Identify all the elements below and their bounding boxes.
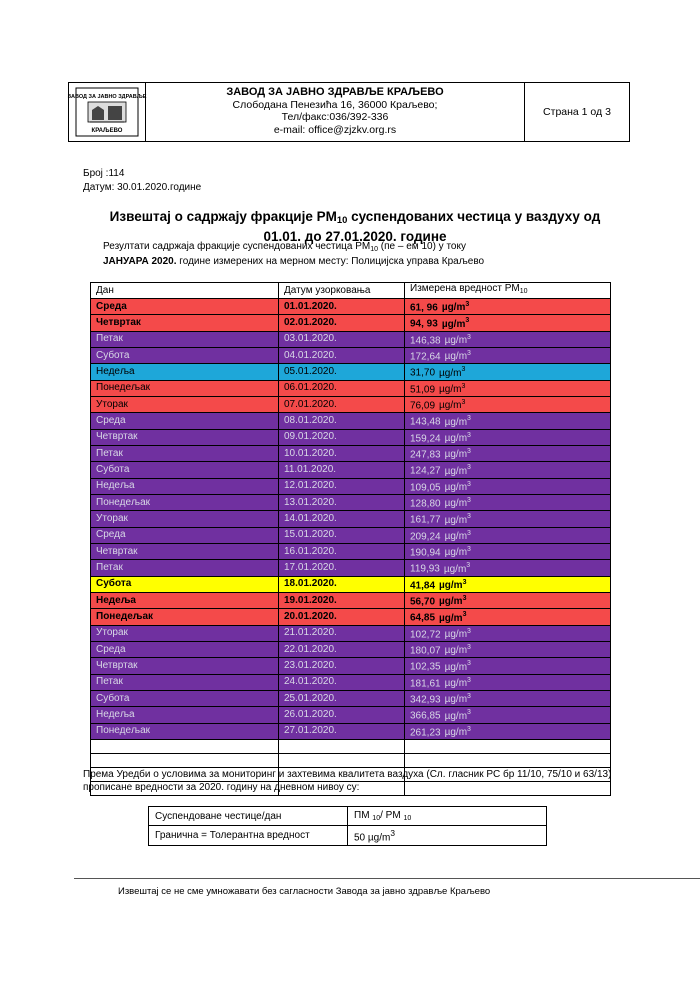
cell-date: 13.01.2020. (279, 494, 405, 510)
value-unit: µg/m (444, 465, 468, 477)
cell-value (405, 609, 611, 625)
limit-label: Суспендоване честице/дан (149, 807, 348, 826)
value-unit: µg/m (444, 645, 468, 657)
cell-value (405, 429, 611, 445)
value-unit-superscript: 3 (461, 398, 466, 406)
value-unit-superscript: 3 (467, 496, 471, 504)
value-unit: µg/m (444, 481, 468, 493)
value-number: 31,70 (410, 367, 436, 379)
document-header (68, 82, 630, 142)
value-unit: µg/m (444, 514, 468, 526)
value-number: 119,93 (410, 563, 440, 575)
table-row (91, 494, 611, 510)
institute-email[interactable]: e-mail: office@zjzkv.org.rs (273, 123, 397, 136)
header-date: Датум узорковања (279, 283, 405, 299)
document-date: Датум: 30.01.2020.године (83, 182, 202, 193)
cell-value (405, 527, 611, 543)
table-row (91, 347, 611, 363)
value-unit: µg/m (444, 416, 468, 428)
value-unit: µg/m (444, 710, 468, 722)
value-unit: µg/m (444, 661, 468, 673)
value-unit-superscript: 3 (462, 594, 467, 602)
cell-day: Петак (91, 331, 279, 347)
value-number: 180,07 (410, 645, 441, 657)
value-number: 209,24 (410, 530, 441, 542)
table-row (91, 690, 611, 706)
cell-value (405, 723, 611, 739)
table-row (91, 723, 611, 739)
value-unit: µg/m (444, 449, 468, 461)
value-unit: µg/m (441, 318, 466, 330)
cell-value (405, 625, 611, 641)
value-number: 94, 93 (410, 318, 438, 330)
table-row (91, 543, 611, 559)
value-unit-superscript: 3 (467, 692, 471, 700)
value-unit: µg/m (444, 530, 468, 542)
cell-day: Субота (91, 690, 279, 706)
value-unit: µg/m (444, 334, 468, 346)
value-unit-superscript: 3 (467, 725, 471, 733)
cell-value (405, 707, 611, 723)
empty-table-row (91, 739, 611, 753)
table-row (91, 625, 611, 641)
cell-day: Субота (91, 462, 279, 478)
value-unit: µg/m (444, 498, 468, 510)
value-number: 342,93 (410, 694, 441, 706)
value-unit: µg/m (444, 351, 468, 363)
table-row (91, 658, 611, 674)
value-unit-superscript: 3 (467, 464, 471, 472)
limit-text: / PM (380, 810, 404, 821)
limit-row (149, 826, 547, 846)
value-unit-superscript: 3 (467, 545, 471, 553)
cell-value (405, 462, 611, 478)
cell-value (405, 299, 611, 315)
value-unit-superscript: 3 (467, 480, 471, 488)
value-unit-superscript: 3 (462, 578, 467, 586)
cell-date: 24.01.2020. (279, 674, 405, 690)
table-row (91, 641, 611, 657)
cell-day: Петак (91, 445, 279, 461)
table-row (91, 707, 611, 723)
cell-date: 02.01.2020. (279, 315, 405, 331)
title-subscript: 10 (336, 215, 348, 226)
cell-day: Понедељак (91, 494, 279, 510)
cell-date: 14.01.2020. (279, 511, 405, 527)
cell-value (405, 690, 611, 706)
value-unit-superscript: 3 (467, 627, 471, 635)
intro-part: Резултати садржаја фракције суспендованих честица PM (103, 241, 371, 252)
empty-cell (279, 739, 405, 753)
value-unit: µg/m (443, 563, 467, 575)
cell-value (405, 592, 611, 608)
cell-date: 01.01.2020. (279, 299, 405, 315)
cell-day: Четвртак (91, 543, 279, 559)
empty-cell (405, 753, 611, 767)
value-number: 41,84 (410, 579, 436, 591)
cell-day: Четвртак (91, 429, 279, 445)
cell-date: 07.01.2020. (279, 396, 405, 412)
table-row (91, 609, 611, 625)
cell-day: Уторак (91, 511, 279, 527)
value-unit-superscript: 3 (466, 562, 471, 570)
value-unit: µg/m (444, 677, 468, 689)
empty-table-row (91, 753, 611, 767)
value-unit-superscript: 3 (461, 366, 466, 374)
value-unit-superscript: 3 (467, 709, 471, 717)
limit-subscript: 10 (403, 815, 412, 822)
cell-value (405, 543, 611, 559)
value-unit-superscript: 3 (467, 447, 471, 455)
institute-phone: Тел/факс:036/392-336 (281, 111, 389, 123)
measurements-table (90, 282, 611, 796)
empty-cell (279, 753, 405, 767)
value-unit-superscript: 3 (461, 382, 466, 390)
cell-value (405, 331, 611, 347)
institute-info (146, 83, 525, 141)
cell-day: Среда (91, 527, 279, 543)
intro-subscript: 10 (370, 246, 379, 253)
cell-date: 19.01.2020. (279, 592, 405, 608)
value-number: 143,48 (410, 416, 441, 428)
cell-day: Понедељак (91, 609, 279, 625)
value-unit-superscript: 3 (467, 529, 471, 537)
intro-part: године измерених на мерном месту: Полицијска управа Краљево (176, 256, 485, 267)
value-number: 161,77 (410, 514, 441, 526)
value-number: 76,09 (410, 400, 436, 412)
limit-subscript: 10 (372, 815, 381, 822)
institute-logo (67, 86, 147, 138)
cell-value (405, 641, 611, 657)
value-unit: µg/m (444, 547, 468, 559)
title-part: Извештај о садржају фракције PM (109, 209, 337, 224)
header-value-subscript: 10 (519, 288, 528, 295)
cell-day: Понедељак (91, 380, 279, 396)
value-number: 51,09 (410, 383, 436, 395)
institute-name: ЗАВОД ЗА ЈАВНО ЗДРАВЉЕ КРАЉЕВО (226, 86, 444, 98)
value-number: 124,27 (410, 465, 441, 477)
cell-day: Субота (91, 576, 279, 592)
value-number: 61, 96 (410, 302, 438, 314)
cell-date: 17.01.2020. (279, 560, 405, 576)
cell-value (405, 413, 611, 429)
cell-date: 16.01.2020. (279, 543, 405, 559)
cell-value (405, 576, 611, 592)
cell-day: Недеља (91, 592, 279, 608)
table-row (91, 462, 611, 478)
cell-date: 21.01.2020. (279, 625, 405, 641)
table-row (91, 331, 611, 347)
cell-value (405, 445, 611, 461)
cell-date: 12.01.2020. (279, 478, 405, 494)
cell-date: 25.01.2020. (279, 690, 405, 706)
value-unit: µg/m (441, 302, 466, 314)
cell-date: 05.01.2020. (279, 364, 405, 380)
value-number: 56,70 (410, 596, 436, 608)
table-header-row (91, 283, 611, 299)
value-unit-superscript: 3 (467, 431, 471, 439)
value-unit-superscript: 3 (467, 660, 471, 668)
table-row (91, 380, 611, 396)
value-number: 64,85 (410, 612, 436, 624)
cell-day: Уторак (91, 396, 279, 412)
limit-text: ПМ (354, 810, 373, 821)
value-unit-superscript: 3 (467, 415, 471, 423)
intro-text (103, 241, 623, 268)
intro-part: (пе – ем 10) у току (378, 241, 466, 252)
limit-value (348, 826, 547, 846)
value-number: 190,94 (410, 547, 441, 559)
value-number: 366,85 (410, 710, 441, 722)
value-number: 128,80 (410, 498, 441, 510)
value-unit: µg/m (444, 694, 468, 706)
value-unit-superscript: 3 (467, 513, 471, 521)
page-indicator: Страна 1 од 3 (543, 106, 611, 118)
value-number: 159,24 (410, 432, 441, 444)
table-row (91, 478, 611, 494)
limit-values-table (148, 806, 547, 846)
value-unit: µg/m (439, 612, 463, 624)
logo-text-bottom: КРАЉЕВО (91, 128, 123, 134)
header-value (405, 283, 611, 299)
table-row (91, 429, 611, 445)
cell-day: Четвртак (91, 315, 279, 331)
cell-date: 15.01.2020. (279, 527, 405, 543)
limit-label: Гранична = Толерантна вредност (149, 826, 348, 846)
value-unit-superscript: 3 (465, 301, 470, 308)
value-unit-superscript: 3 (462, 611, 467, 619)
footer-text: Извештај се не сме умножавати без сагласности Завода за јавно здравље Краљево (118, 886, 491, 897)
title-part: суспендованих честица у ваздуху од (347, 209, 601, 224)
title-period: 01.01. до 27.01.2020. године (263, 229, 447, 244)
cell-date: 26.01.2020. (279, 707, 405, 723)
header-day: Дан (91, 283, 279, 299)
cell-value (405, 674, 611, 690)
empty-cell (405, 739, 611, 753)
cell-day: Понедељак (91, 723, 279, 739)
cell-value (405, 478, 611, 494)
value-number: 172,64 (410, 351, 441, 363)
report-title (60, 209, 650, 245)
table-row (91, 299, 611, 315)
cell-date: 03.01.2020. (279, 331, 405, 347)
cell-date: 08.01.2020. (279, 413, 405, 429)
table-row (91, 364, 611, 380)
value-number: 109,05 (410, 481, 441, 493)
value-unit-superscript: 3 (465, 317, 470, 325)
cell-day: Петак (91, 560, 279, 576)
cell-day: Четвртак (91, 658, 279, 674)
logo-text-top: ЗАВОД ЗА ЈАВНО ЗДРАВЉЕ (67, 94, 147, 100)
table-row (91, 413, 611, 429)
cell-value (405, 364, 611, 380)
cell-day: Недеља (91, 707, 279, 723)
value-unit-superscript: 3 (467, 643, 471, 651)
footer-divider (74, 878, 700, 879)
cell-value (405, 658, 611, 674)
table-row (91, 527, 611, 543)
value-number: 261,23 (410, 726, 441, 738)
limit-row (149, 807, 547, 826)
cell-value (405, 315, 611, 331)
empty-cell (91, 739, 279, 753)
value-unit: µg/m (444, 628, 468, 640)
value-unit: µg/m (444, 726, 468, 738)
value-unit: µg/m (439, 400, 462, 412)
cell-day: Недеља (91, 364, 279, 380)
value-unit: µg/m (439, 383, 462, 395)
value-number: 247,83 (410, 449, 441, 461)
value-unit: µg/m (444, 432, 468, 444)
cell-date: 11.01.2020. (279, 462, 405, 478)
table-row (91, 576, 611, 592)
value-unit: µg/m (439, 579, 463, 591)
cell-date: 20.01.2020. (279, 609, 405, 625)
empty-cell (91, 753, 279, 767)
limit-superscript: 3 (390, 828, 395, 838)
limit-text: 50 µg/m (354, 832, 391, 844)
value-unit-superscript: 3 (467, 333, 471, 341)
cell-date: 04.01.2020. (279, 347, 405, 363)
logo-cell (69, 83, 146, 141)
table-row (91, 592, 611, 608)
table-row (91, 674, 611, 690)
intro-month: ЈАНУАРА 2020. (103, 256, 177, 267)
cell-value (405, 511, 611, 527)
cell-date: 06.01.2020. (279, 380, 405, 396)
table-row (91, 511, 611, 527)
value-unit: µg/m (439, 596, 463, 608)
value-unit-superscript: 3 (467, 676, 471, 684)
cell-date: 09.01.2020. (279, 429, 405, 445)
cell-day: Среда (91, 641, 279, 657)
value-unit-superscript: 3 (467, 349, 471, 357)
value-number: 181,61 (410, 677, 441, 689)
cell-date: 22.01.2020. (279, 641, 405, 657)
cell-day: Уторак (91, 625, 279, 641)
cell-value (405, 380, 611, 396)
cell-value (405, 494, 611, 510)
table-row (91, 396, 611, 412)
cell-date: 27.01.2020. (279, 723, 405, 739)
header-value-text: Измерена вредност PM (410, 283, 520, 294)
cell-date: 10.01.2020. (279, 445, 405, 461)
cell-day: Среда (91, 413, 279, 429)
cell-day: Субота (91, 347, 279, 363)
cell-date: 18.01.2020. (279, 576, 405, 592)
table-row (91, 560, 611, 576)
cell-value (405, 560, 611, 576)
cell-value (405, 347, 611, 363)
table-row (91, 445, 611, 461)
document-number: Број :114 (83, 168, 125, 179)
cell-value (405, 396, 611, 412)
value-number: 146,38 (410, 334, 441, 346)
value-number: 102,35 (410, 661, 441, 673)
table-row (91, 315, 611, 331)
cell-day: Петак (91, 674, 279, 690)
cell-day: Недеља (91, 478, 279, 494)
value-unit: µg/m (439, 367, 462, 379)
cell-day: Среда (91, 299, 279, 315)
cell-date: 23.01.2020. (279, 658, 405, 674)
value-number: 102,72 (410, 628, 441, 640)
institute-address: Слободана Пенезића 16, 36000 Краљево; (232, 98, 438, 111)
regulation-text: Према Уредби о условима за мониторинг и захтевима квалитета ваздуха (Сл. гласник РС бр 11/10, 75/10 и 63/13) прописане вредности за 2020. годину на дневном нивоу су: (83, 769, 612, 793)
limit-parameter (348, 807, 547, 826)
